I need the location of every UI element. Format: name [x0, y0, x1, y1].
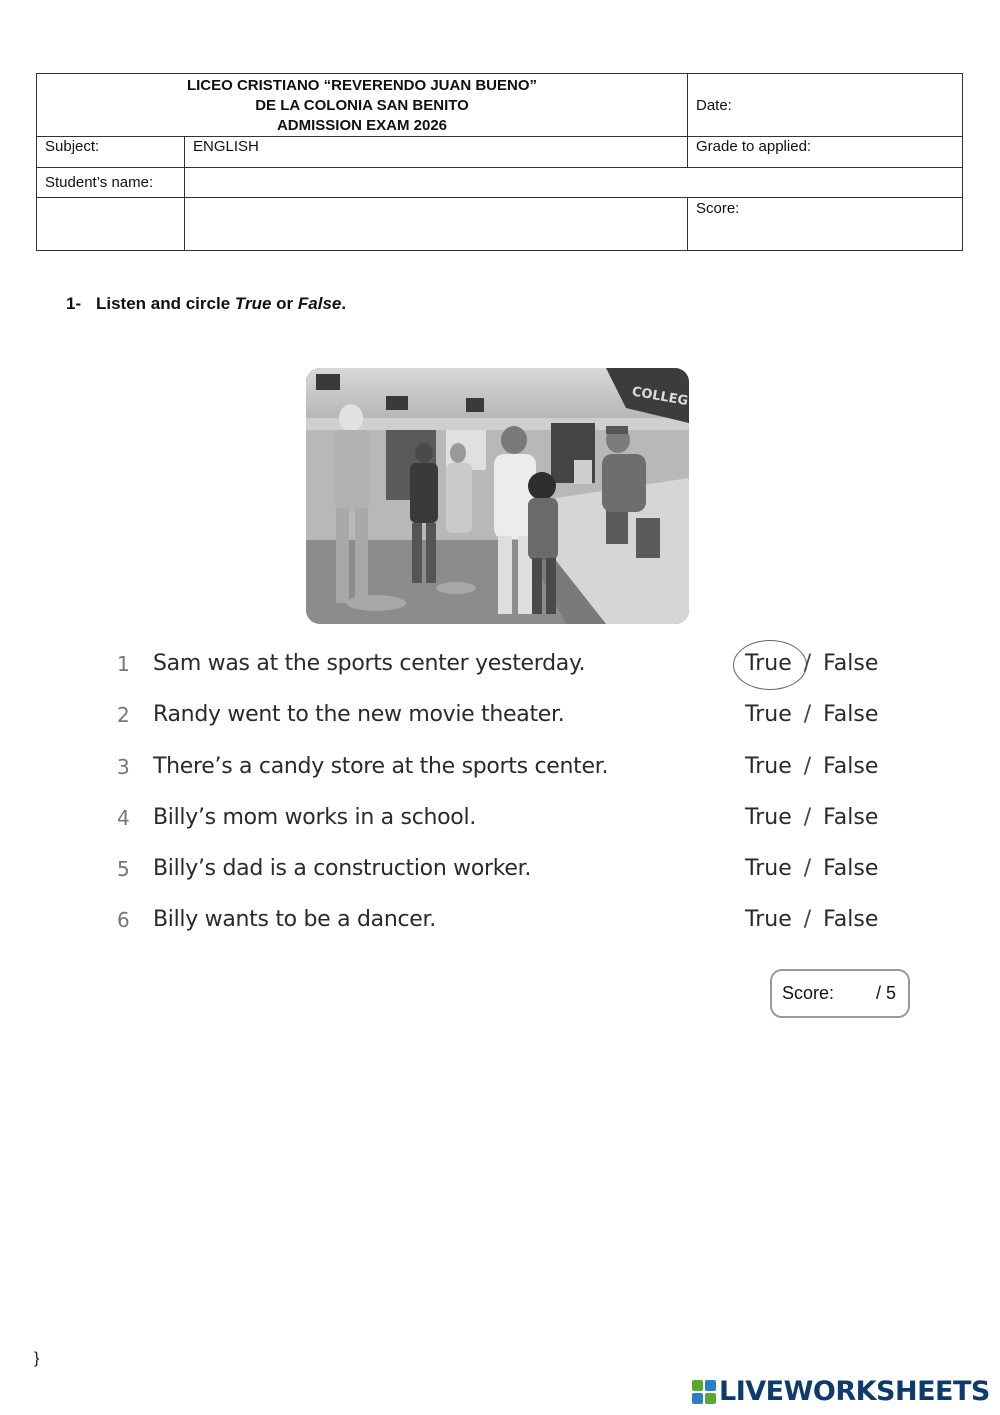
false-option[interactable]: False [823, 907, 879, 932]
true-option[interactable]: True [745, 856, 792, 881]
false-option[interactable]: False [823, 805, 879, 830]
instruction-text: Listen and circle [96, 294, 235, 313]
false-option[interactable]: False [823, 702, 879, 727]
statement-3 [117, 749, 897, 789]
option-separator: / [803, 805, 812, 830]
student-name-label: Student’s name: [37, 168, 185, 198]
photo-illustration [306, 368, 689, 624]
school-name-line2: DE LA COLONIA SAN BENITO [255, 97, 469, 114]
question-score-label: Score: [782, 983, 835, 1003]
false-option[interactable]: False [823, 754, 879, 779]
question-score-total: / 5 [876, 983, 897, 1003]
statement-number: 2 [117, 703, 130, 727]
true-option[interactable]: True [745, 651, 792, 676]
false-option[interactable]: False [823, 856, 879, 881]
stray-brace: } [34, 1350, 40, 1367]
true-option[interactable]: True [745, 907, 792, 932]
true-option[interactable]: True [745, 805, 792, 830]
statement-1 [117, 646, 897, 686]
option-separator: / [803, 651, 812, 676]
score-label: Score: [696, 200, 740, 217]
true-option[interactable]: True [745, 754, 792, 779]
statement-5 [117, 851, 897, 891]
statement-text: Billy wants to be a dancer. [153, 907, 436, 932]
grade-label: Grade to applied: [696, 138, 812, 155]
student-name-field[interactable] [185, 168, 963, 198]
date-cell[interactable] [688, 74, 963, 137]
question-number: 1- [66, 294, 82, 313]
statement-2 [117, 697, 897, 737]
statement-text: Billy’s dad is a construction worker. [153, 856, 532, 881]
banner-sign-text: COLLEG [630, 384, 689, 410]
statement-number: 1 [117, 652, 130, 676]
subject-value: ENGLISH [185, 137, 688, 168]
false-word: False [297, 294, 342, 313]
empty-cell-left [37, 198, 185, 251]
true-option[interactable]: True [745, 702, 792, 727]
grade-cell[interactable] [688, 137, 963, 168]
false-option[interactable]: False [823, 651, 879, 676]
empty-cell-middle [185, 198, 688, 251]
true-word: True [234, 294, 272, 313]
statement-number: 6 [117, 908, 130, 932]
movie-theater-photo [306, 368, 689, 624]
statement-text: Billy’s mom works in a school. [153, 805, 476, 830]
school-title-cell [37, 74, 688, 137]
liveworksheets-brand: LIVEWORKSHEETS [719, 1376, 990, 1407]
liveworksheets-logo-icon [692, 1380, 716, 1404]
exam-header-table [36, 73, 963, 251]
statement-text: Sam was at the sports center yesterday. [153, 651, 586, 676]
statement-text: There’s a candy store at the sports center. [153, 754, 609, 779]
statement-4 [117, 800, 897, 840]
statement-6 [117, 902, 897, 942]
question-1-title [66, 294, 346, 314]
question-score-box[interactable] [770, 969, 910, 1018]
or-word: or [271, 294, 298, 313]
exam-title: ADMISSION EXAM 2026 [276, 117, 448, 134]
option-separator: / [803, 856, 812, 881]
option-separator: / [803, 754, 812, 779]
period: . [341, 294, 347, 313]
option-separator: / [803, 702, 812, 727]
date-label: Date: [696, 96, 732, 114]
option-separator: / [803, 907, 812, 932]
statement-text: Randy went to the new movie theater. [153, 702, 565, 727]
statement-number: 3 [117, 755, 130, 779]
school-name-line1: LICEO CRISTIANO “REVERENDO JUAN BUENO” [186, 77, 538, 94]
statement-number: 4 [117, 806, 130, 830]
subject-label: Subject: [37, 137, 185, 168]
score-cell[interactable] [688, 198, 963, 251]
statement-number: 5 [117, 857, 130, 881]
